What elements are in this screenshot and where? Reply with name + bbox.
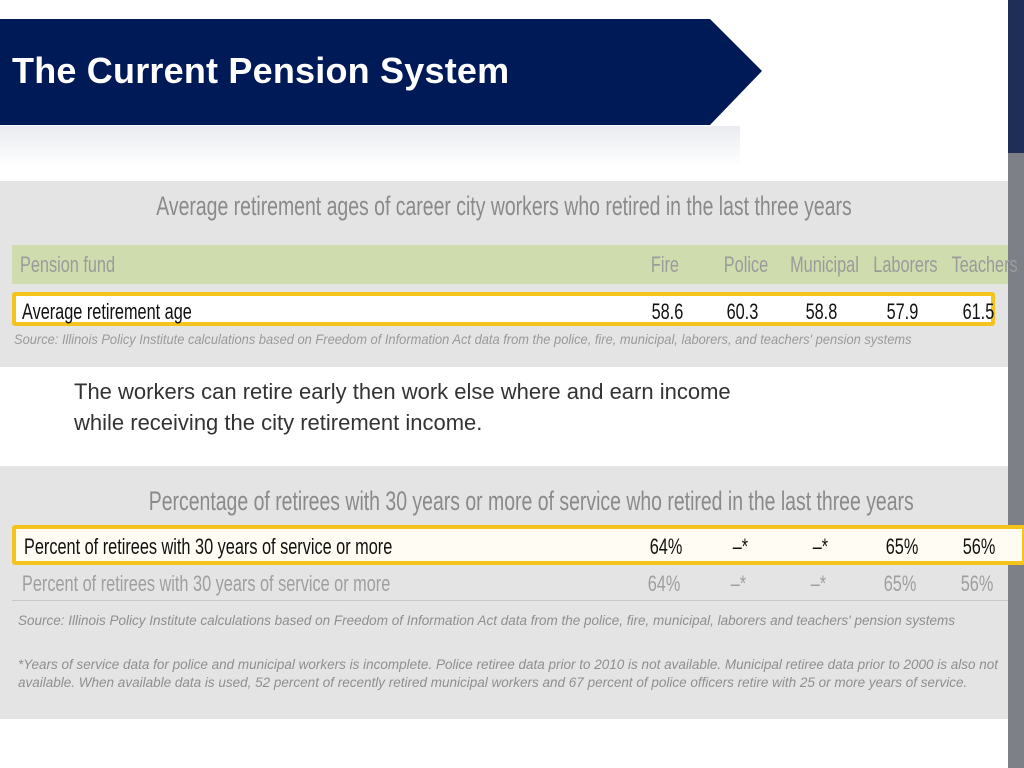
title-banner bbox=[0, 19, 762, 125]
row-label: Average retirement age bbox=[22, 299, 192, 324]
header-police: Police bbox=[723, 252, 769, 277]
value-police: 60.3 bbox=[726, 299, 759, 324]
header-municipal: Municipal bbox=[790, 252, 859, 277]
service-percent-row bbox=[12, 567, 1008, 601]
value-laborers: 57.9 bbox=[886, 299, 919, 324]
edge-accent-bottom bbox=[1008, 153, 1024, 768]
header-teachers: Teachers bbox=[951, 252, 1018, 277]
value-police: –* bbox=[730, 571, 747, 596]
value-laborers: 65% bbox=[885, 534, 919, 559]
value-municipal: –* bbox=[812, 534, 829, 559]
table1-header-row bbox=[12, 245, 1018, 284]
slide-title: The Current Pension System bbox=[12, 50, 510, 91]
value-fire: 58.6 bbox=[651, 299, 684, 324]
row-label: Percent of retirees with 30 years of service or more bbox=[24, 534, 393, 559]
service-percent-row-highlighted bbox=[12, 525, 1024, 565]
header-laborers: Laborers bbox=[873, 252, 938, 277]
header-pension-fund: Pension fund bbox=[20, 252, 116, 277]
value-teachers: 56% bbox=[962, 534, 996, 559]
retirement-age-table bbox=[0, 181, 1018, 367]
table2-footnote: *Years of service data for police and municipal workers is incomplete. Police retiree data prior to 2010 is not available. Municipal retiree data prior to 2000 is also not available. When available data is used, 52 percent of recently retired municipal workers and 67 percent of police officers retire with 25 or more years of service. bbox=[18, 657, 999, 690]
value-teachers: 56% bbox=[960, 571, 994, 596]
value-fire: 64% bbox=[647, 571, 681, 596]
table1-heading: Average retirement ages of career city workers who retired in the last three years bbox=[156, 191, 852, 221]
banner-reflection bbox=[0, 126, 740, 166]
value-municipal: 58.8 bbox=[805, 299, 838, 324]
table1-source: Source: Illinois Policy Institute calculations based on Freedom of Information Act data from the police, fire, municipal, laborers, and teachers' pension systems bbox=[14, 331, 912, 347]
value-teachers: 61.5 bbox=[962, 299, 995, 324]
table2-source: Source: Illinois Policy Institute calculations based on Freedom of Information Act data from the police, fire, municipal, laborers and teachers' pension systems bbox=[18, 613, 956, 628]
value-fire: 64% bbox=[649, 534, 683, 559]
header-fire: Fire bbox=[650, 252, 679, 277]
service-years-table bbox=[0, 466, 1008, 719]
body-paragraph: The workers can retire early then work else where and earn income while receiving the city retirement income. bbox=[74, 379, 731, 435]
table2-divider bbox=[12, 600, 1008, 601]
average-retirement-age-row bbox=[12, 292, 995, 326]
value-laborers: 65% bbox=[883, 571, 917, 596]
value-police: –* bbox=[732, 534, 749, 559]
edge-accent-top bbox=[1008, 0, 1024, 153]
table2-heading: Percentage of retirees with 30 years or more of service who retired in the last three years bbox=[148, 486, 914, 516]
row-label: Percent of retirees with 30 years of service or more bbox=[22, 571, 391, 596]
value-municipal: –* bbox=[810, 571, 827, 596]
